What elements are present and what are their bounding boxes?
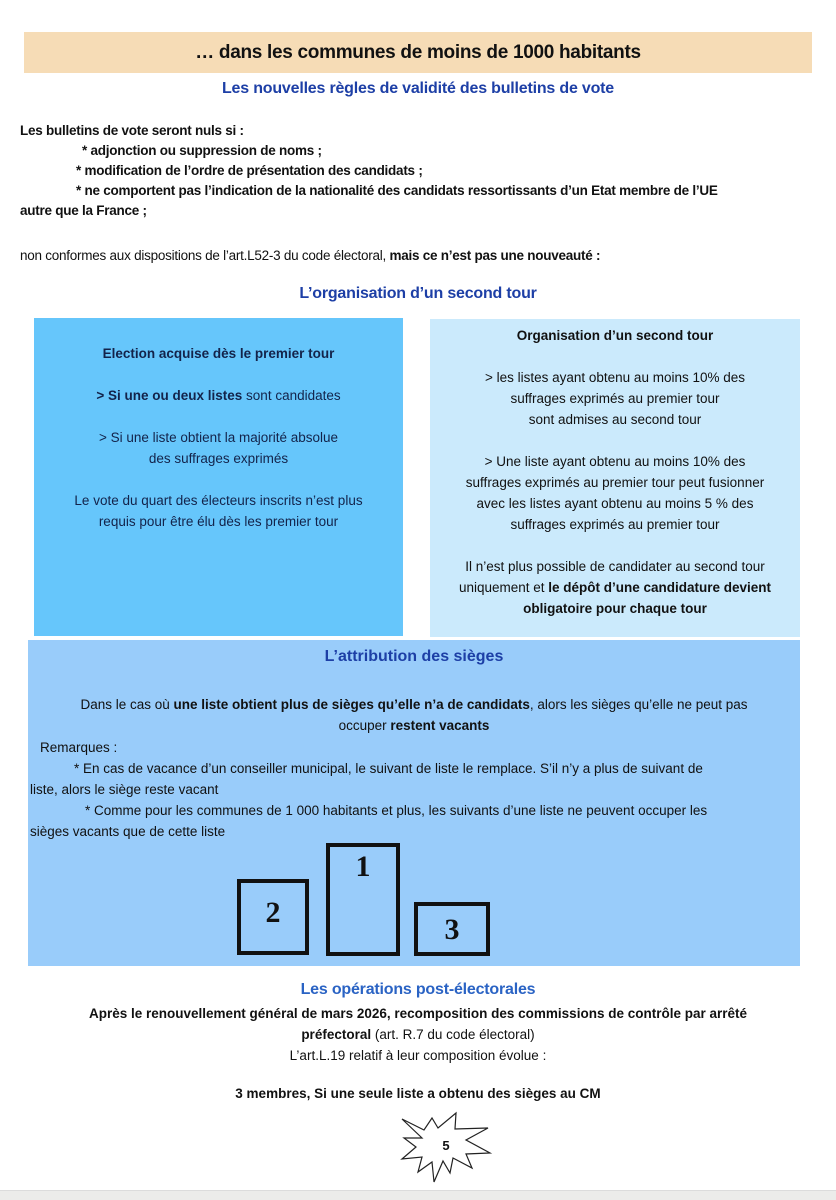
podium-label: 3 [444,913,460,946]
podium-first-place [326,843,400,956]
validity-note-emphasis: mais ce n’est pas une nouveauté : [389,248,601,263]
page-number-badge [398,1110,494,1186]
validity-intro: Les bulletins de vote seront nuls si : [20,123,244,138]
text-line [430,577,800,598]
text-line: > Une liste ayant obtenu au moins 10% des [484,454,746,469]
seat-attribution-heading: L’attribution des sièges [324,648,504,665]
remark-1-cont: liste, alors le siège reste vacant [30,782,219,797]
first-round-note [34,490,403,532]
text-line [28,694,800,715]
seat-attribution-main [28,694,800,736]
text-span: occuper [338,718,391,733]
page-number: 5 [442,1138,450,1153]
text-span: (art. R.7 du code électoral) [371,1027,535,1042]
text-span: , alors les sièges qu’elle ne peut pas [529,697,748,712]
first-round-condition-2 [34,427,403,469]
remark-1: * En cas de vacance d’un conseiller municipal, le suivant de liste le remplace. S’il n’y a plus de suivant de [74,761,703,776]
first-round-condition-1-text: sont candidates [242,388,341,403]
first-round-condition-1 [34,385,403,406]
text-span-bold: le dépôt d’une candidature devient [548,580,772,595]
second-round-title: Organisation d’un second tour [516,328,714,343]
text-line: avec les listes ayant obtenu au moins 5 % des [476,496,754,511]
remarks-label: Remarques : [40,740,118,755]
second-round-box [430,319,800,637]
text-line [0,1024,836,1045]
text-line: > Si une liste obtient la majorité absolue [98,430,339,445]
validity-item: * ne comportent pas l’indication de la nationalité des candidats ressortissants d’un Etat membre de l’UE [76,183,718,198]
first-round-condition-1-bold: > Si une ou deux listes [96,388,243,403]
validity-item: * modification de l’ordre de présentation des candidats ; [76,163,423,178]
text-line: suffrages exprimés au premier tour [510,391,720,406]
second-round-rule-3 [430,556,800,619]
first-round-title: Election acquise dès le premier tour [102,346,335,361]
validity-note-text: non conformes aux dispositions de l’art.L52-3 du code électoral, [20,248,390,263]
text-line: suffrages exprimés au premier tour peut fusionner [465,475,765,490]
text-line: Après le renouvellement général de mars 2026, recomposition des commissions de contrôle par arrêté [89,1006,747,1021]
text-span-bold: restent vacants [390,718,490,733]
podium-label: 1 [355,850,371,883]
text-line: des suffrages exprimés [148,451,289,466]
text-line: > les listes ayant obtenu au moins 10% des [484,370,746,385]
second-round-rule-1 [430,367,800,430]
page-bottom-edge [0,1190,836,1200]
text-line: requis pour être élu dès les premier tour [98,514,339,529]
text-line: L’art.L.19 relatif à leur composition évolue : [289,1048,547,1063]
podium-label: 2 [265,896,281,929]
page-header-band [24,32,812,73]
validity-note [20,246,820,266]
text-span: uniquement et [458,580,549,595]
podium-third-place [414,902,490,956]
text-line: suffrages exprimés au premier tour [510,517,720,532]
text-span-bold: préfectoral [301,1027,372,1042]
post-electoral-heading: Les opérations post-électorales [300,981,536,998]
validity-item: * adjonction ou suppression de noms ; [82,143,322,158]
text-line [28,715,800,736]
text-line: 3 membres, Si une seule liste a obtenu des sièges au CM [235,1086,601,1101]
validity-item-continuation: autre que la France ; [20,203,147,218]
text-span: Dans le cas où [80,697,174,712]
post-electoral-body [0,1003,836,1104]
second-round-rule-2 [430,451,800,535]
validity-rules [20,121,820,221]
validity-heading: Les nouvelles règles de validité des bulletins de vote [221,80,614,97]
seat-attribution-box [28,640,800,966]
text-line: Le vote du quart des électeurs inscrits n’est plus [74,493,363,508]
text-line: Il n’est plus possible de candidater au second tour [465,559,765,574]
podium-second-place [237,879,309,955]
text-line: sont admises au second tour [528,412,702,427]
seat-attribution-remarks [28,737,800,842]
remark-2-cont: sièges vacants que de cette liste [30,824,226,839]
second-tour-heading: L’organisation d’un second tour [299,285,537,302]
page-title: … dans les communes de moins de 1000 habitants [195,41,641,63]
first-round-box [34,318,403,636]
remark-2: * Comme pour les communes de 1 000 habitants et plus, les suivants d’une liste ne peuvent occuper les [85,803,708,818]
text-line: obligatoire pour chaque tour [523,601,707,616]
text-span-bold: une liste obtient plus de sièges qu’elle n’a de candidats [173,697,530,712]
